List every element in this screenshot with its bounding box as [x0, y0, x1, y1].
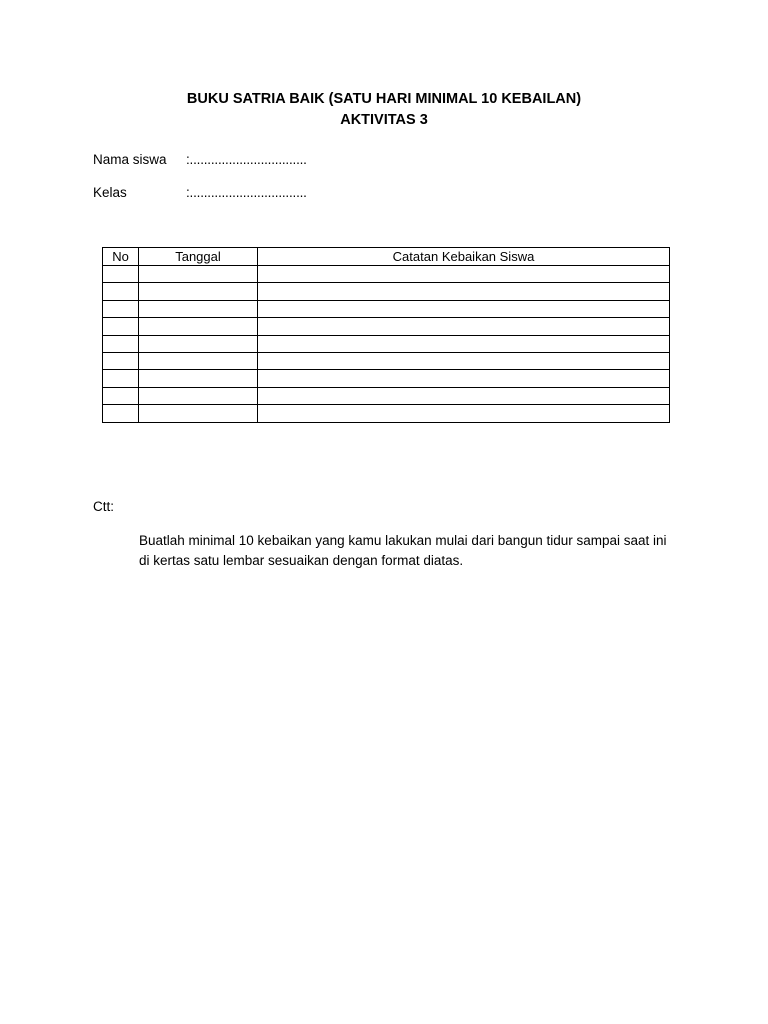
table-row: [103, 318, 670, 335]
table-cell: [103, 266, 139, 283]
table-body: [103, 266, 670, 423]
table-cell: [103, 335, 139, 352]
table-row: [103, 283, 670, 300]
table-row: [103, 405, 670, 422]
note-label: Ctt:: [93, 499, 115, 514]
document-subtitle: AKTIVITAS 3: [340, 112, 428, 128]
document-title: BUKU SATRIA BAIK (SATU HARI MINIMAL 10 KEBAILAN): [186, 91, 582, 107]
table-row: [103, 266, 670, 283]
table-cell: [103, 370, 139, 387]
table-cell: [139, 266, 258, 283]
table-cell: [139, 300, 258, 317]
table-cell: [103, 318, 139, 335]
table-row: [103, 300, 670, 317]
class-field: :.................................: [186, 185, 307, 200]
table-cell: [103, 387, 139, 404]
table-cell: [258, 266, 670, 283]
column-header-date: Tanggal: [139, 248, 258, 266]
table-row: [103, 370, 670, 387]
student-name-field: :.................................: [186, 152, 307, 167]
column-header-no: No: [103, 248, 139, 266]
table-cell: [139, 370, 258, 387]
table-cell: [258, 300, 670, 317]
table-cell: [258, 318, 670, 335]
table-cell: [139, 283, 258, 300]
table-header-row: [103, 248, 670, 266]
table-cell: [258, 335, 670, 352]
kindness-log-table: [102, 247, 670, 423]
table-cell: [103, 352, 139, 369]
table-cell: [139, 387, 258, 404]
table-cell: [103, 283, 139, 300]
student-name-label: Nama siswa: [93, 152, 167, 167]
table-row: [103, 335, 670, 352]
note-text: Buatlah minimal 10 kebaikan yang kamu lakukan mulai dari bangun tidur sampai saat ini di kertas satu lembar sesuaikan dengan format diatas.: [139, 533, 667, 568]
table-cell: [139, 405, 258, 422]
table-row: [103, 352, 670, 369]
table-cell: [103, 300, 139, 317]
table-cell: [258, 352, 670, 369]
class-label: Kelas: [93, 185, 127, 200]
table-cell: [258, 283, 670, 300]
table-row: [103, 387, 670, 404]
table-cell: [139, 318, 258, 335]
table-cell: [139, 335, 258, 352]
table-cell: [258, 405, 670, 422]
table-cell: [139, 352, 258, 369]
table-cell: [258, 387, 670, 404]
column-header-notes: Catatan Kebaikan Siswa: [258, 248, 670, 266]
table-cell: [103, 405, 139, 422]
table-cell: [258, 370, 670, 387]
